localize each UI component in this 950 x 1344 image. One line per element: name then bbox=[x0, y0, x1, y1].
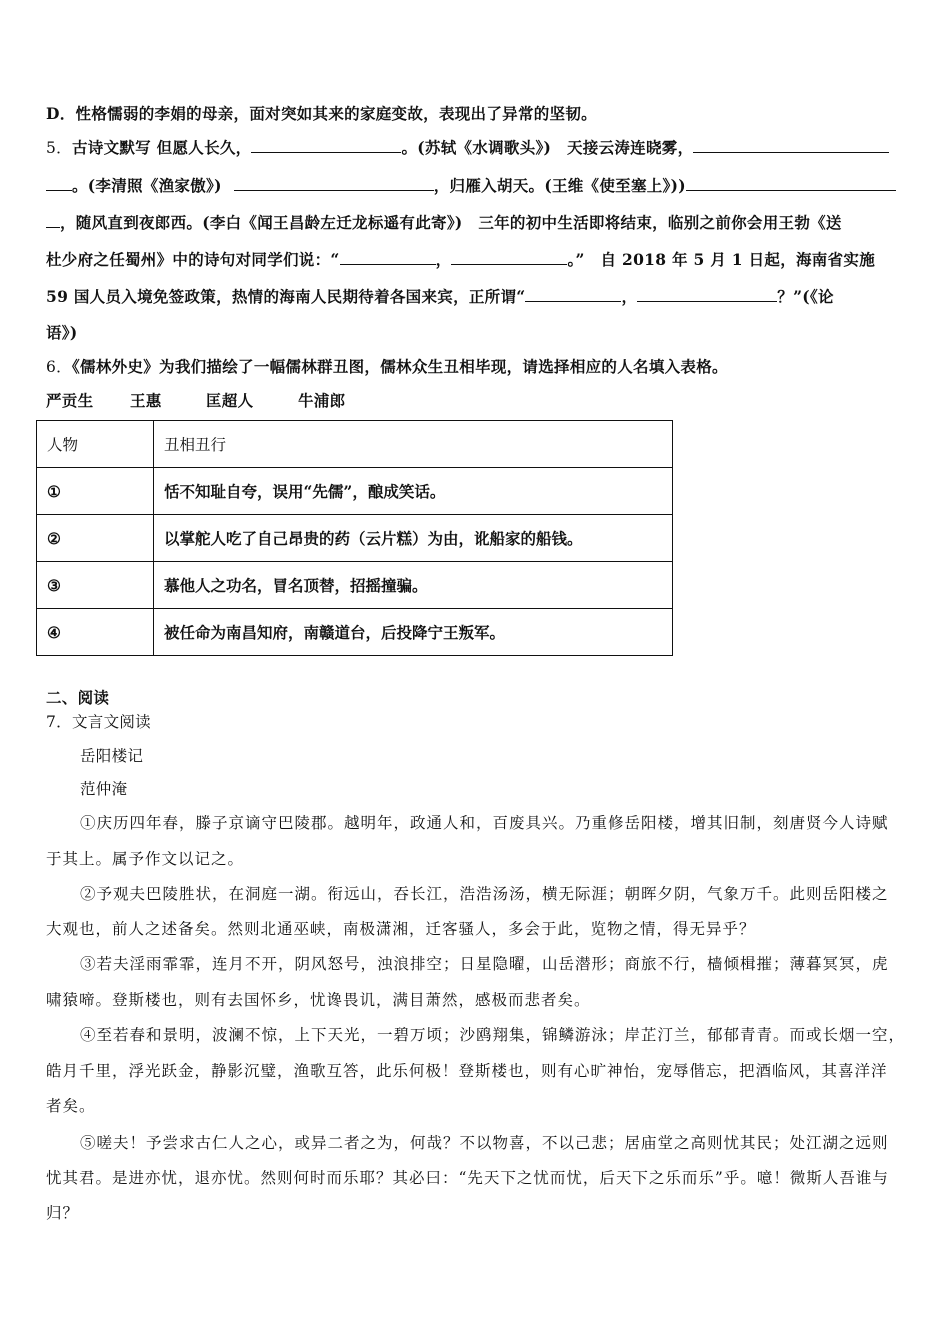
essay-title: 岳阳楼记 bbox=[80, 747, 144, 765]
answer-blank[interactable] bbox=[451, 249, 567, 265]
answer-blank[interactable] bbox=[525, 286, 621, 302]
q4-option-d-text: 性格懦弱的李娟的母亲，面对突如其来的家庭变故，表现出了异常的坚韧。 bbox=[75, 104, 597, 123]
table-cell-behavior: 恬不知耻自夸，误用“先儒”，酿成笑话。 bbox=[154, 468, 673, 515]
essay-author: 范仲淹 bbox=[80, 780, 128, 798]
name-option: 牛浦郎 bbox=[298, 391, 346, 410]
q5-text: ，归雁入胡天。(王维《使至塞上》)) bbox=[433, 176, 686, 195]
essay-line: 皓月千里，浮光跃金，静影沉璧，渔歌互答，此乐何极！登斯楼也，则有心旷神怡，宠辱偕忘，把酒临风，其喜洋洋 bbox=[46, 1062, 888, 1080]
q5-text: 。(苏轼《水调歌头》) 天接云涛连晓雾， bbox=[401, 138, 694, 157]
table-cell-person[interactable]: ② bbox=[37, 515, 154, 562]
q5-text: 杜少府之任蜀州》中的诗句对同学们说：“ bbox=[46, 250, 340, 269]
answer-blank[interactable] bbox=[234, 175, 434, 191]
q5-text: 。” 自 2018 年 5 月 1 日起，海南省实施 bbox=[567, 250, 875, 269]
answer-blank[interactable] bbox=[340, 249, 436, 265]
q7-title: 文言文阅读 bbox=[71, 713, 151, 731]
essay-line: 归？ bbox=[46, 1204, 80, 1222]
table-cell-behavior: 慕他人之功名，冒名顶替，招摇撞骗。 bbox=[154, 562, 673, 609]
answer-blank[interactable] bbox=[46, 175, 72, 191]
essay-line: 大观也，前人之述备矣。然则北通巫峡，南极潇湘，迁客骚人，多会于此，览物之情，得无异乎？ bbox=[46, 920, 756, 938]
essay-line: ⑤嗟夫！予尝求古仁人之心，或异二者之为，何哉？不以物喜，不以己悲；居庙堂之高则忧其民；处江湖之远则 bbox=[80, 1134, 889, 1152]
q5-line-5 bbox=[46, 286, 908, 307]
answer-blank[interactable] bbox=[686, 175, 896, 191]
essay-line: 者矣。 bbox=[46, 1097, 96, 1115]
table-row bbox=[37, 609, 673, 656]
answer-blank[interactable] bbox=[693, 137, 889, 153]
q6-name-options bbox=[46, 391, 908, 411]
essay-line: ①庆历四年春，滕子京谪守巴陵郡。越明年，政通人和，百废具兴。乃重修岳阳楼，增其旧制，刻唐贤今人诗赋 bbox=[80, 814, 889, 832]
q5-text: ， bbox=[621, 287, 638, 306]
q6-table bbox=[36, 420, 673, 656]
table-header-cell: 人物 bbox=[37, 421, 154, 468]
q5-text: ， bbox=[435, 250, 452, 269]
table-row bbox=[37, 515, 673, 562]
essay-line: 忧其君。是进亦忧，退亦忧。然则何时而乐耶？其必曰：“先天下之忧而忧，后天下之乐而乐”乎。噫！微斯人吾谁与 bbox=[46, 1169, 889, 1187]
answer-blank[interactable] bbox=[637, 286, 777, 302]
table-cell-behavior: 以掌舵人吃了自己昂贵的药（云片糕）为由，讹船家的船钱。 bbox=[154, 515, 673, 562]
q5-text: ？”(《论 bbox=[777, 287, 834, 306]
q5-line-4 bbox=[46, 249, 908, 270]
q5-line-6 bbox=[46, 323, 908, 343]
table-cell-person[interactable]: ① bbox=[37, 468, 154, 515]
q5-text: 。(李清照《渔家傲》) bbox=[72, 176, 222, 195]
section-heading: 二、阅读 bbox=[46, 688, 110, 707]
q7-heading bbox=[46, 712, 908, 732]
q6-prompt: 《儒林外史》为我们描绘了一幅儒林群丑图，儒林众生丑相毕现，请选择相应的人名填入表格。 bbox=[71, 357, 728, 376]
table-row bbox=[37, 562, 673, 609]
q5-text: 语》) bbox=[46, 323, 78, 342]
table-cell-behavior: 被任命为南昌知府，南赣道台，后投降宁王叛军。 bbox=[154, 609, 673, 656]
q5-number: 5． bbox=[46, 139, 72, 157]
table-cell-person[interactable]: ③ bbox=[37, 562, 154, 609]
answer-blank[interactable] bbox=[46, 212, 60, 228]
q4-option-d-label: D． bbox=[46, 104, 76, 123]
name-option: 匡超人 bbox=[206, 391, 254, 410]
name-option: 严贡生 bbox=[46, 391, 94, 410]
answer-blank[interactable] bbox=[251, 137, 401, 153]
essay-line: ③若夫淫雨霏霏，连月不开，阴风怒号，浊浪排空；日星隐曜，山岳潜形；商旅不行，樯倾楫摧；薄暮冥冥，虎 bbox=[80, 955, 889, 973]
q6-number: 6． bbox=[46, 358, 72, 376]
q6-prompt-line bbox=[46, 357, 908, 377]
q5-text: ，随风直到夜郎西。(李白《闻王昌龄左迁龙标遥有此寄》) 三年的初中生活即将结束，临别之前你会用王勃《送 bbox=[60, 213, 842, 232]
essay-line: 于其上。属予作文以记之。 bbox=[46, 850, 245, 868]
q5-line-1 bbox=[46, 137, 908, 158]
q5-text: 古诗文默写 但愿人长久， bbox=[71, 138, 252, 157]
q4-option-d bbox=[46, 104, 908, 124]
essay-line: ④至若春和景明，波澜不惊，上下天光，一碧万顷；沙鸥翔集，锦鳞游泳；岸芷汀兰，郁郁青青。而或长烟一空， bbox=[80, 1026, 906, 1044]
q7-number: 7． bbox=[46, 713, 72, 731]
essay-line: ②予观夫巴陵胜状，在洞庭一湖。衔远山，吞长江，浩浩汤汤，横无际涯；朝晖夕阴，气象万千。此则岳阳楼之 bbox=[80, 885, 889, 903]
q5-line-2 bbox=[46, 175, 908, 196]
name-option: 王惠 bbox=[130, 391, 162, 410]
table-header-row bbox=[37, 421, 673, 468]
table-cell-person[interactable]: ④ bbox=[37, 609, 154, 656]
table-row bbox=[37, 468, 673, 515]
table-header-cell: 丑相丑行 bbox=[154, 421, 673, 468]
q5-text: 59 国人员入境免签政策，热情的海南人民期待着各国来宾，正所谓“ bbox=[46, 287, 526, 306]
essay-line: 啸猿啼。登斯楼也，则有去国怀乡，忧谗畏讥，满目萧然，感极而悲者矣。 bbox=[46, 991, 591, 1009]
q5-line-3 bbox=[46, 212, 908, 233]
